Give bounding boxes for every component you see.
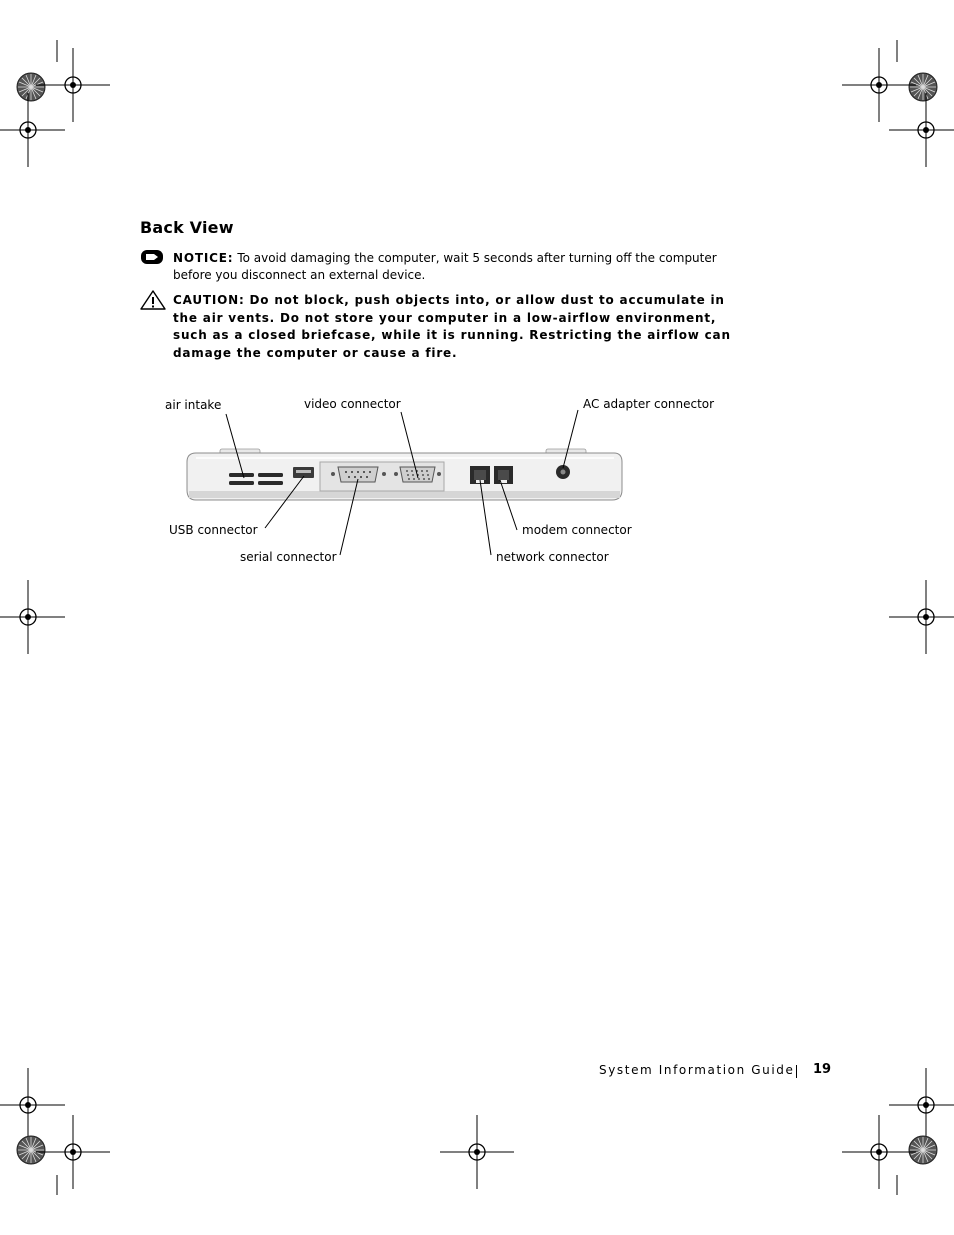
section-heading: Back View: [140, 218, 234, 237]
modem-port: [494, 466, 513, 484]
notice-label: NOTICE:: [173, 251, 234, 265]
footer-guide-title: System Information Guide: [599, 1063, 795, 1077]
callout-usb-connector: USB connector: [169, 523, 258, 537]
callout-network-connector: network connector: [496, 550, 609, 564]
callout-video-connector: video connector: [304, 397, 401, 411]
callout-modem-connector: modem connector: [522, 523, 632, 537]
callout-serial-connector: serial connector: [240, 550, 337, 564]
callout-ac-adapter-connector: AC adapter connector: [583, 397, 715, 411]
callout-air-intake: air intake: [165, 398, 222, 412]
caution-paragraph: CAUTION: Do not block, push objects into, or allow dust to accumulate in the air vents. Do not store your computer in a low-airflow environment, such as a closed briefcase, while it is running. Restricting the airflow can damage the computer or cause a fire.: [173, 293, 731, 360]
case-bottom-shadow: [189, 491, 620, 498]
page-number: 19: [813, 1062, 832, 1077]
notice-body: To avoid damaging the computer, wait 5 seconds after turning off the computer before you disconnect an external device.: [173, 251, 717, 282]
footer-separator: [796, 1065, 797, 1078]
